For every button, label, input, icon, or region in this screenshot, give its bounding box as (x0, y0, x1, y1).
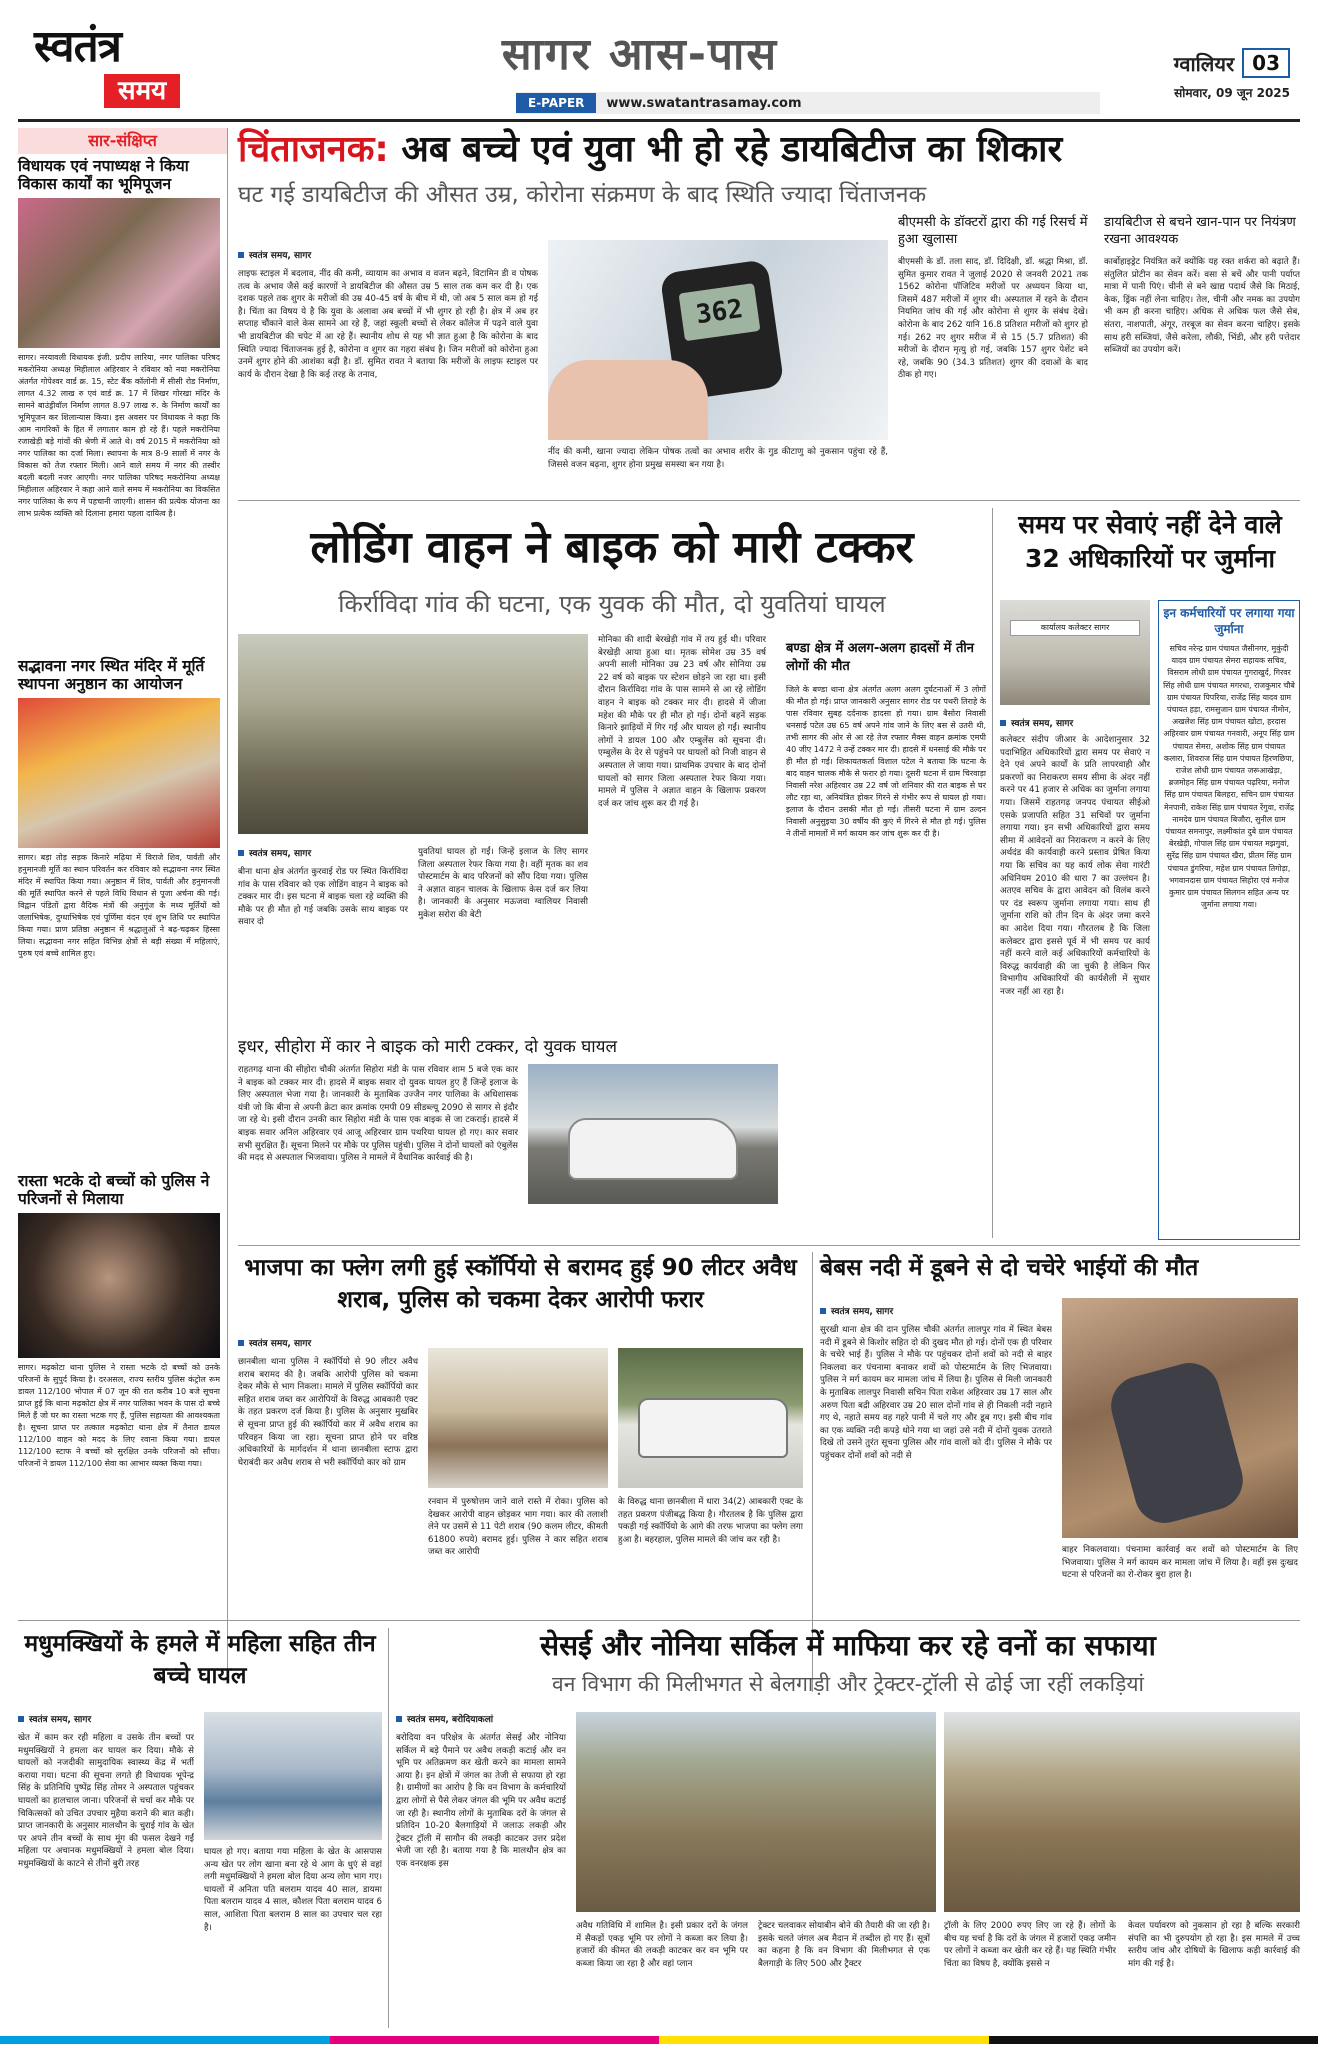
sidebar-body-1: सागर। नरयावली विधायक इंजी. प्रदीप लारिया, नगर पालिका परिषद मकरोनिया अध्यक्ष मिहीलाल अहिरवार ने रविवार को नया मकरोनिया अंतर्गत गोपेश्वर वार्ड क्र. 15, स्टेट बैंक कॉलोनी में सीसी रोड निर्माण, लागत 4.32 लाख रु एवं वार्ड क्र. 17 में शिखर गोरखा मंदिर के सामने बाउंड्रीवॉल निर्माण लागत 8.97 लाख रु. के निर्माण कार्यों का भूमिपूजन कर शिलान्यास किया। इस अवसर पर विधायक ने कहा कि आम नागरिकों के हित में लगातार काम हो रहे हैं। पहले मकरोनिया रजाखेड़ी बड़े गांवों की श्रेणी में आते थे। वर्ष 2015 में मकरोनिया को नगर पालिका का दर्जा मिला। स्थापना के मात्र 8-9 सालों में नगर के विकास को तेज रफ्तार मिली। आने वाले समय में नगर की तस्वीर बदली बदली नजर आएगी। नगर पालिका परिषद मकरोनिया अध्यक्ष मिहीलाल अहिरवार ने कहा आने वाले समय में मकरोनिया का विकसित नगर पालिका के रूप में पहचानी जाएगी। शासन की प्रत्येक योजना का लाभ प्रत्येक व्यक्ति को दिलाना हमारा पहला दायित्व है। (18, 352, 220, 518)
glucometer-screen (679, 283, 761, 341)
hand-shape (548, 360, 708, 440)
officers-body: कलेक्टर संदीप जीआर के आदेशानुसार 32 पदाभिहित अधिकारियों द्वारा समय पर सेवाएं न देने एवं अपने कार्यों के प्रति लापरवाही और प्रकरणों का निराकरण समय सीमा के अंदर नहीं करने पर 41 हजार से अधिक का जुर्माना लगाया गया। जिसमें राहतगढ़ जनपद पंचायत सीईओ एसके प्रजापति सहित 31 सचिवों पर जुर्माना लगाया गया। इन सभी अधिकारियों द्वारा समय सीमा में आवेदनों का निराकरण न करने के लिए अर्थदंड की कार्यवाही करने प्रस्ताव प्रेषित किया गया कि सचिव का यह कार्य लोक सेवा गारंटी अधिनियम 2010 की धारा 7 का उल्लंघन है। अतएव सचिव के द्वारा आवेदन को विलंब करने पर दंड स्वरूप जुर्माना लगाया गया। साथ ही जुर्माना राशि को तीन दिन के अंदर जमा करने का आदेश दिया गया। गौरतलब है कि जिला कलेक्टर द्वारा इससे पूर्व में भी समय पर कार्य नहीं करने वाले कई अधिकारियों कर्मचारियों के विरुद्ध कार्यवाही की जा चुकी है लेकिन फिर विभागीय अधिकारियों की कार्यशैली में सुधार नजर नहीं आ रहा है। (1000, 735, 1150, 997)
sidebar-story-1 (18, 158, 220, 654)
byline-marker-icon (238, 850, 244, 856)
glucometer-reading: 362 (694, 294, 745, 331)
accident-sub2-headline: इधर, सीहोरा में कार ने बाइक को मारी टक्कर, दो युवक घायल (238, 1037, 618, 1057)
officers-byline-text: स्वतंत्र समय, सागर (1011, 719, 1074, 729)
masthead (0, 0, 1318, 120)
drown-body-1: सुरखी थाना क्षेत्र की दान पुलिस चौकी अंतर्गत लालपुर गांव में स्थित बेबस नदी में डूबने से किशोर सहित दो की दुखद मौत हो गई। दोनों एक ही परिवार के चचेरे भाई हैं। पुलिस ने मौके पर पहुंचकर दोनों शवों को नदी से बाहर निकलवा कर पंचनामा बनाकर शवों को पोस्टमार्टम के लिए भिजवाया। पुलिस ने मर्ग कायम कर मामला जांच में लिया है। पुलिस से मिली जानकारी के मुताबिक लालपुर निवासी सचिन पिता राकेश अहिरवार उम्र 17 साल और अरुण पिता बद्री अहिरवार उम्र 20 साल दोनों गांव से ही निकली नदी नहाने गए थे, नहाते समय वह गहरे पानी में चले गए और डूब गए। इसी बीच गांव का एक व्यक्ति नदी कपड़े धोने गया था जहां उसे नदी में दोनों युवक उतराते दिखे तो उसने तुरंत सूचना पुलिस और गांव वालों को दी। पुलिस ने मौके पर पहुंचकर दोनों शवों को नदी से (820, 1325, 1052, 1461)
section-title: सागर आस-पास (501, 29, 779, 80)
accident-body-1: बीना थाना क्षेत्र अंतर्गत कुरवाई रोड पर स्थित किर्राविदा गांव के पास रविवार को एक लोडिंग वाहन ने बाइक को टक्कर मार दी। इस घटना में बाइक चला रहे व्यक्ति की मौके पर ही मौत हो गई जबकि उसके साथ बाइक पर सवार दो (238, 867, 408, 928)
liquor-story (238, 1252, 803, 1692)
page-number: 03 (1242, 48, 1290, 78)
bees-body-1: खेत में काम कर रही महिला व उसके तीन बच्चों पर मधुमक्खियों ने हमला कर घायल कर दिया। मौके से घायलों को नजदीकी सामुदायिक स्वास्थ्य केंद्र में भर्ती कराया गया। घटना की सूचना लगते ही विधायक भूपेन्द्र सिंह के प्रतिनिधि पुष्पेंद्र सिंह तोमर ने अस्पताल पहुंचकर घायलों का हालचाल जाना। परिजनों से चर्चा कर मौके पर चिकित्सकों को उचित उपचार मुहैया कराने की बात कही। प्राप्त जानकारी के अनुसार मालथौन के चुराई गांव के खेत पर अपने तीन बच्चों के साथ मूंग की फसल देखने गईं महिला पर अचानक मधुमक्खियों ने हमला बोल दिया। मधुमक्खियों के काटने से तीनों बुरी तरह (18, 1733, 194, 1869)
sidebar-photo-3 (18, 1213, 220, 1358)
date-line: सोमवार, 09 जून 2025 (1174, 86, 1290, 100)
byline-marker-icon (396, 1716, 402, 1722)
liquor-headline: भाजपा का फ्लेग लगी हुई स्कॉर्पियो से बरामद हुई 90 लीटर अवैध शराब, पुलिस को चकमा देकर आरोपी फरार (244, 1255, 797, 1313)
page-info (1070, 48, 1290, 108)
logo-top: स्वतंत्र (34, 21, 121, 72)
masthead-rule (18, 119, 1300, 122)
bees-byline-text: स्वतंत्र समय, सागर (29, 1715, 92, 1725)
collectorate-photo (1000, 600, 1150, 705)
forest-headline: सेसई और नोनिया सर्किल में माफिया कर रहे वनों का सफाया (540, 1629, 1156, 1662)
officers-byline (1000, 716, 1073, 729)
forest-byline (396, 1712, 493, 1725)
byline-marker-icon (1000, 720, 1006, 726)
forest-byline-text: स्वतंत्र समय, बरोदियाकलां (407, 1715, 494, 1725)
divider-v-1 (992, 508, 993, 1238)
fined-box-body: सचिव नरेन्द्र ग्राम पंचायत जैसीनगर, मुकुंदी यादव ग्राम पंचायत सेमरा सहायक सचिव, विसराम लोधी ग्राम पंचायत गुगराखुर्द, गिरवर सिंह लोधी ग्राम पंचायत मगरधा, राजकुमार चौबे ग्राम पंचायत पिपरिया, राजेंद्र सिंह यादव ग्राम पंचायत हड़ा, रामसुजान ग्राम पंचायत नीमोन, अखलेश सिंह ग्राम पंचायत खोटा, हरदास अहिरवार ग्राम पंचायत गनवारी, अनूप सिंह ग्राम पंचायत सेमरा, अशोक सिंह ग्राम पंचायत कलारा, शिवराज सिंह ग्राम पंचायत हिरणछिपा, राजेश लोधी ग्राम पंचायत जरूआखेड़ा, ब्रजमोहन सिंह ग्राम पंचायत पढ़रिया, मनोज सिंह ग्राम पंचायत बिलहरा, सचिन ग्राम पंचायत मेनपानी, राकेश सिंह ग्राम पंचायत रेंगुवा, राजेंद्र नामदेव ग्राम पंचायत बिजौरा, सुनील ग्राम पंचायत समनापुर, लक्ष्मीकांत दुबे ग्राम पंचायत बेरखेड़ी, गोपाल सिंह ग्राम पंचायत मझगुवां, सुरेंद्र सिंह ग्राम पंचायत खैरा, प्रीतम सिंह ग्राम पंचायत डुंगरिया, महेश ग्राम पंचायत तिगोड़ा, भगवानदास ग्राम पंचायत सिहोरा एवं मनोज कुमार ग्राम पंचायत सिलगन सहित अन्य पर जुर्माना लगाया गया। (1163, 644, 1295, 910)
liquor-byline-text: स्वतंत्र समय, सागर (249, 1339, 312, 1349)
accident-body-2: युवतियां घायल हो गईं। जिन्हें इलाज के लिए सागर जिला अस्पताल रेफर किया गया है। वहीं मृतक का शव पोस्टमार्टम के बाद परिजनों को सौंप दिया गया। पुलिस ने अज्ञात वाहन चालक के खिलाफ केस दर्ज कर लिया है। जानकारी के अनुसार मऊजवा ग्वालियर निवासी मुकेश सरोरा की बेटी (418, 847, 588, 920)
accident-byline-text: स्वतंत्र समय, सागर (249, 849, 312, 859)
drown-byline (820, 1304, 893, 1317)
city-label: ग्वालियर (1173, 51, 1235, 76)
accident-body-3: मोनिका की शादी बेरखेड़ी गांव में तय हुई थी। परिवार बेरखेड़ी आया हुआ था। मृतक सोमेश उम्र 35 वर्ष अपनी साली मोनिका उम्र 23 वर्ष और सोनिया उम्र 22 वर्ष को बाइक पर स्टेशन छोड़ने जा रहा था। इसी दौरान किर्राविदा गांव के पास सामने से आ रहे लोडिंग वाहन ने बाइक को टक्कर मार दी। हादसे में जीजा महेश की मौके पर ही मौत हो गई। दोनों बहनें सड़क किनारे झाड़ियों में गिर गईं और घायल हो गईं। स्थानीय लोगों ने डायल 100 और एम्बुलेंस को सूचना दी। एम्बुलेंस के देर से पहुंचने पर घायलों को निजी वाहन से अस्पताल ले जाया गया। प्राथमिक उपचार के बाद दोनों घायलों को सागर जिला अस्पताल रेफर किया गया। मामले में पुलिस ने अज्ञात वाहन के खिलाफ प्रकरण दर्ज कर जांच शुरू कर दी गई है। (598, 635, 766, 809)
sidebar (18, 128, 228, 1680)
drown-photo (1062, 1298, 1298, 1538)
print-registration-bar (0, 2036, 1318, 2044)
forest-body-2: अवैध गतिविधि में शामिल है। इसी प्रकार दरों के जंगल में सैकड़ों एकड़ भूमि पर लोगों ने कब्जा कर लिया है। हजारों की कीमत की लकड़ी काटकर कर वन भूमि पर कब्जा किया जा रहा है और वहां प्लान (576, 1921, 748, 1969)
accident-photo (238, 634, 588, 834)
seized-liquor-photo (428, 1348, 608, 1488)
accident-sub2-body: राहतगढ़ थाना की सीहोरा चौकी अंतर्गत सिहोरा मंडी के पास रविवार शाम 5 बजे एक कार ने बाइक को टक्कर मार दी। हादसे में बाइक सवार दो युवक घायल हुए हैं जिन्हें इलाज के लिए अस्पताल भेजा गया है। जानकारी के मुताबिक उज्जैन नगर पालिका के अधिशासक यंत्री जो कि बीना से अपनी क्रेटा कार क्रमांक एमपी 09 सीडब्ल्यू 2090 से सागर से इंदौर जा रहे थे। इसी दौरान उनकी कार सिहोरा मंडी के पास एक बाइक से जा टकराई। हादसे में बाइक सवार अनिल अहिरवार एवं आजू अहिरवार ग्राम पथरिया घायल हो गए। कार सवार सभी सुरक्षित हैं। सूचना मिलने पर मौके पर पुलिस पहुंची। पुलिस ने दोनों घायलों को एंबुलेंस की मदद से अस्पताल भिजवाया। पुलिस ने मामले में वैधानिक कार्रवाई की है। (238, 1065, 518, 1164)
body-shape (1104, 1356, 1249, 1529)
sidebar-headline-1: विधायक एवं नपाध्यक्ष ने किया विकास कार्यों का भूमिपूजन (18, 157, 189, 193)
glucometer-photo (548, 240, 888, 440)
officers-story (1000, 508, 1300, 1243)
sidebar-photo-1 (18, 198, 220, 348)
binna-headline: बण्डा क्षेत्र में अलग-अलग हादसों में तीन लोगों की मौत (786, 641, 974, 674)
drown-byline-text: स्वतंत्र समय, सागर (831, 1307, 894, 1317)
logo-bottom: समय (104, 74, 180, 108)
accident-headline: लोडिंग वाहन ने बाइक को मारी टक्कर (310, 522, 914, 573)
bees-byline (18, 1712, 91, 1725)
byline-marker-icon (820, 1308, 826, 1314)
sidebar-body-2: सागर। बड़ा तोड़ सड़क किनारे मढ़िया में विराजे शिव, पार्वती और हनुमानजी मूर्ति का स्थान परिवर्तन कर रविवार को सद्भावना नगर स्थित मंदिर में स्थापित किया गया। अनुष्ठान में शिव, पार्वती और हनुमानजी की मूर्ति स्थापित करने से पहले विधि विधान से पूजा अर्चना की गई। विद्वान पंडितों द्वारा वैदिक मंत्रों की अनुगूंज के मध्य मूर्तियों को जलाभिषेक, दुग्धाभिषेक एवं पूर्णिमा वंदन एवं शुभ तिथि पर स्थापित किया गया। प्राण प्रतिष्ठा अनुष्ठान में श्रद्धालुओं ने बढ़-चढ़कर हिस्सा लिया। सद्भावना नगर सहित विभिन्न क्षेत्रों से बड़ी संख्या में महिलाएं, पुरुष एवं बच्चे शामिल हुए। (18, 852, 220, 958)
liquor-byline (238, 1336, 311, 1349)
sidebar-title: सार-संक्षिप्त (18, 128, 227, 154)
byline-marker-icon (18, 1716, 24, 1722)
car-shape (568, 1118, 738, 1180)
fined-employees-box (1158, 600, 1300, 1240)
sidebar-headline-3: रास्ता भटके दो बच्चों को पुलिस ने परिजनों से मिलाया (18, 1172, 210, 1208)
scorpio-photo (618, 1348, 803, 1488)
forest-photo-1 (576, 1712, 936, 1912)
logo (34, 22, 214, 120)
lead-byline-text: स्वतंत्र समय, सागर (249, 251, 312, 261)
car-crash-photo (528, 1064, 778, 1204)
sidebar-photo-2 (18, 698, 220, 848)
bees-story (18, 1628, 382, 2028)
sidebar-story-3 (18, 1173, 220, 1678)
lead-headline (238, 128, 1300, 172)
sidebar-story-2 (18, 658, 220, 1172)
forest-subheadline: वन विभाग की मिलीभगत से बेलगाड़ी और ट्रेक्टर-ट्रॉली से ढोई जा रहीं लकड़ियां (552, 1672, 1144, 1696)
office-signboard: कार्यालय कलेक्टर सागर (1010, 620, 1140, 636)
site-url[interactable]: www.swatantrasamay.com (606, 95, 802, 111)
divider-v-3 (388, 1628, 389, 2028)
lead-subheadline: घट गई डायबिटीज की औसत उम्र, कोरोना संक्रमण के बाद स्थिति ज्यादा चिंताजनक (238, 182, 927, 208)
lead-photo-caption: नींद की कमी, खाना ज्यादा लेकिन पोषक तत्वों का अभाव शरीर के गुड कीटाणु को नुकसान पहुंचा रहे हैं, जिससे वजन बढ़ना, शुगर होना प्रमुख समस्या बन गया है। (548, 447, 888, 470)
drown-body-2: बाहर निकलवाया। पंचनामा कार्रवाई कर शवों को पोस्टमार्टम के लिए भिजवाया। पुलिस ने मर्ग कायम कर मामला जांच में लिया है। वहीं इस दुःखद घटना से परिजनों का रो-रोकर बुरा हाल है। (1062, 1545, 1298, 1581)
binna-story (786, 640, 986, 1220)
liquor-body-1: छानबीला थाना पुलिस ने स्कॉर्पियो से 90 लीटर अवैध शराब बरामद की है। जबकि आरोपी पुलिस को चकमा देकर मौके से भाग निकला। मामले में पुलिस स्कॉर्पियो कार सहित शराब जब्त कर आरोपियों के विरुद्ध आबकारी एक्ट के तहत प्रकरण दर्ज किया है। पुलिस के अनुसार मुखबिर से सूचना प्राप्त हुई की स्कॉर्पियो कार में अवैध शराब का परिवहन किया जा रहा। सूचना प्राप्त होने पर वरिष्ठ अधिकारियों के मार्गदर्शन में थाना छानबीला स्टाफ द्वारा घेराबंदी कर अवैध शराब से भरी स्कॉर्पियो कार को ग्राम (238, 1357, 418, 1468)
sidebar-headline-2: सद्भावना नगर स्थित मंदिर में मूर्ति स्थापना अनुष्ठान का आयोजन (18, 657, 205, 693)
forest-body-4: ट्रॉली के लिए 2000 रुपए लिए जा रहे हैं। लोगों के बीच यह चर्चा है कि दरों के जंगल में हजारों एकड़ जमीन पर लोगों ने कब्जा कर खेती कर रहे हैं। यह स्थिति गंभीर चिंता का विषय है, क्योंकि इससे न (944, 1921, 1116, 1969)
divider-2 (238, 1245, 1300, 1246)
bees-headline: मधुमक्खियों के हमले में महिला सहित तीन बच्चे घायल (24, 1631, 376, 1689)
lead-body-2: बीएमसी के डॉ. तला साद, डॉ. दिदिक्षी, डॉ. श्रद्धा मिश्रा, डॉ. सुमित कुमार रावत ने जुलाई 2020 से जनवरी 2021 तक 1562 कोरोना पॉजिटिव मरीजों पर अध्ययन किया था, जिसमें 487 मरीजों में शुगर थी। अस्पताल में रहने के दौरान नियमित जांच की गई और कोरोना से शुगर के संबंध देखे। कोरोना के बाद 262 यानि 16.8 प्रतिशत मरीजों को शुगर हो गई। 262 नए शुगर मरीज में से 15 (5.7 प्रतिशत) की मरीजों के दौरान मृत्यु हो गई, जबकि 157 शुगर पेशेंट बने रहे, जबकि 90 (34.3 प्रतिशत) शुगर की दवाओं के बाद ठीक हो गए। (898, 257, 1088, 381)
byline-marker-icon (238, 252, 244, 258)
lead-story (238, 128, 1300, 498)
lead-sub-head-3: डायबिटीज से बचने खान-पान पर नियंत्रण रखना आवश्यक (1104, 215, 1296, 247)
forest-body-3: ट्रेक्टर चलवाकर सोयाबीन बोने की तैयारी की जा रही है। इसके चलते जंगल अब मैदान में तब्दील हो गए हैं। सूत्रों का कहना है कि वन विभाग की मिलीभगत से एक बैलगाड़ी के लिए 500 और ट्रैक्टर (758, 1921, 930, 1969)
binna-body: जिले के बण्डा थाना क्षेत्र अंतर्गत अलग अलग दुर्घटनाओं में 3 लोगों की मौत हो गई। प्राप्त जानकारी अनुसार सागर रोड पर पथरी तिराहे के पास रविवार सुबह दर्दनाक हादसा हो गया। ग्राम बैसोरा निवासी धनसाई पटेल उम्र 65 वर्ष अपने गांव जाने के लिए बस से उतरी थी, तभी सागर की ओर से आ रहे तेज रफ्तार मैक्स वाहन क्रमांक एमपी 40 जीए 1472 ने उन्हें टक्कर मार दी। हादसे में धनसाई की मौके पर ही मौत हो गई। शिकायतकर्ता विशाल पटेल ने बताया कि घटना के बाद वाहन चालक मौके से फरार हो गया। दूसरी घटना में ग्राम चिरवाड़ा निवासी नरेश अहिरवार उम्र 22 वर्ष जो शनिवार की रात बाइक से घर लौट रहा था, अनियंत्रित होकर गिरने से गंभीर रूप से घायल हो गया। इलाज के दौरान उसकी मौत हो गई। तीसरी घटना में ग्राम उल्दन निवासी अनुसुइया 30 वर्षीय की कुएं में गिरने से मौत हो गई। पुलिस ने तीनों मामलों में मर्ग कायम कर जांच शुरू कर दी है। (786, 685, 986, 838)
lead-headline-text: अब बच्चे एवं युवा भी हो रहे डायबिटीज का शिकार (401, 129, 1063, 170)
epaper-label: E-PAPER (516, 93, 596, 113)
epaper-bar (516, 92, 1100, 114)
forest-photo-2 (944, 1712, 1300, 1912)
byline-marker-icon (238, 1340, 244, 1346)
lead-sub-head-2: बीएमसी के डॉक्टरों द्वारा की गई रिसर्च में हुआ खुलासा (898, 215, 1088, 247)
suv-shape (638, 1398, 788, 1458)
divider-v-2 (812, 1252, 813, 1692)
accident-subheadline: किर्राविदा गांव की घटना, एक युवक की मौत, दो युवतियां घायल (338, 590, 886, 618)
sidebar-body-3: सागर। मढ़कोटा थाना पुलिस ने रास्ता भटके दो बच्चों को उनके परिजनों के सुपुर्द किया है। दरअसल, राज्य स्तरीय पुलिस कंट्रोल रूम डायल 112/100 भोपाल में 07 जून की रात करीब 10 बजे सूचना प्राप्त हुई कि थाना मढ़कोटा क्षेत्र में नगर पालिका भवन के पास दो बच्चे मिले हैं जो घर का रास्ता भटक गए हैं, पुलिस सहायता की आवश्यकता है। सूचना प्राप्त पर तत्काल मढ़कोटा थाना क्षेत्र में तैनात डायल 112/100 वाहन को मदद के लिए रवाना किया गया। डायल 112/100 स्टाफ ने बच्चों को सुरक्षित उनके परिजनों को सौंपा। परिजनों ने डायल 112/100 सेवा का आभार व्यक्त किया गया। (18, 1362, 220, 1468)
hospital-photo (204, 1712, 382, 1840)
lead-byline (238, 248, 311, 261)
forest-body-1: बरोदिया वन परिक्षेत्र के अंतर्गत सेसई और नोनिया सर्किल में बड़े पैमाने पर अवैध लकड़ी कटाई और वन भूमि पर अतिक्रमण कर खेती करने का मामला सामने आया है। इन क्षेत्रों में जंगल का तेजी से सफाया हो रहा है। ग्रामीणों का आरोप है कि वन विभाग के कर्मचारियों द्वारा लोगों से पैसे लेकर जंगल की भूमि पर अवैध कटाई जा रही है। स्थानीय लोगों के मुताबिक दरों के जंगल से प्रतिदिन 10-20 बैलगाड़ियों में जलाऊ लकड़ी और ट्रेक्टर ट्रॉली में सागौन की लकड़ी काटकर उत्तर प्रदेश भेजी जा रही है। बताया गया है कि मालथौन क्षेत्र का एक वनरक्षक इस (396, 1733, 566, 1869)
fined-box-title: इन कर्मचारियों पर लगाया गया जुर्माना (1163, 606, 1295, 636)
liquor-body-3: के विरुद्ध थाना छानबीला में धारा 34(2) आबकारी एक्ट के तहत प्रकरण पंजीबद्ध किया है। गौरतलब है कि पुलिस द्वारा पकड़ी गई स्कॉर्पियो के आगे की तरफ भाजपा का फ्लेग लगा हुआ है। बहरहाल, पुलिस मामले की जांच कर रही है। (618, 1497, 803, 1545)
liquor-body-2: रनवान में पुरुषोत्तम जाने वाले रास्ते में रोका। पुलिस को देखकर आरोपी वाहन छोड़कर भाग गया। कार की तलाशी लेने पर उसमें से 11 पेटी शराब (90 कलम लीटर, कीमती 61800 रुपये) बरामद हुई। पुलिस ने कार सहित शराब जब्त कर आरोपी (428, 1497, 608, 1558)
lead-body-3: कार्बोहाइड्रेट नियंत्रित करें क्योंकि यह रक्त शर्करा को बढ़ाते हैं। संतुलित प्रोटीन का सेवन करें। वसा से बचें और पानी पर्याप्त मात्रा में पानी पिएं। चीनी से बने खाद्य पदार्थ जैसे कि मिठाई, केक, ड्रिंक नहीं लेना चाहिए। तेल, चीनी और नमक का उपयोग भी कम ही करना चाहिए। अधिक से अधिक फल जैसे सेब, संतरा, नाशपाती, अंगूर, तरबूज का सेवन करना चाहिए। इसके साथ हरी सब्जियां, जैसे करेला, लौकी, भिंडी, और हरी पत्तेदार सब्जियों का उपयोग करें। (1104, 257, 1300, 356)
forest-body-5: केवल पर्यावरण को नुकसान हो रहा है बल्कि सरकारी संपत्ति का भी दुरुपयोग हो रहा है। इस मामले में उच्च स्तरीय जांच और दोषियों के खिलाफ कड़ी कार्रवाई की मांग की गई है। (1128, 1921, 1300, 1969)
bees-body-2: घायल हो गए। बताया गया महिला के खेत के आसपास अन्य खेत पर लोग खाना बना रहे थे आग के धुएं से वहां लगी मधुमक्खियों ने हमला बोल दिया अन्य लोग भाग गए। घायलों में अनिता पति बलराम यादव 40 साल, डायमा पिता बलराम यादव 4 साल, कौशल पिता बलराम यादव 6 साल, आशिता पिता बलराम 8 साल का उपचार चल रहा है। (204, 1847, 382, 1933)
forest-story (396, 1628, 1300, 2028)
divider-3 (18, 1620, 1300, 1621)
lead-kicker: चिंताजनक: (238, 129, 389, 170)
drown-headline: बेबस नदी में डूबने से दो चचेरे भाईयों की मौत (820, 1255, 1199, 1281)
accident-sub2-tail (238, 1216, 778, 1242)
drown-story (820, 1252, 1300, 1692)
officers-headline: समय पर सेवाएं नहीं देने वाले 32 अधिकारियों पर जुर्माना (1018, 510, 1282, 573)
lead-body-1: लाइफ स्टाइल में बदलाव, नींद की कमी, व्यायाम का अभाव व वजन बढ़ने, विटामिन डी व पोषक तत्व के अभाव जैसे कई कारणों ने डायबिटीज की औसत उम्र 5 साल तक कम कर दी है। एक दशक पहले तक शुगर के मरीजों की उम्र 40-45 वर्ष के बीच में थी, जो अब 5 साल कम हो गई है। चिंता का विषय ये है कि युवा के अलावा अब बच्चों में भी शुगर हो रही है। क्षेत्र में अब हर सप्ताह चौंकाने वाले केस सामने आ रहे हैं, जहां स्कूली बच्चों से लेकर कॉलेज में पढ़ने वाले युवा भी डायबिटीज की चपेट में आ रहे हैं। स्थानीय शोध से यह भी ज्ञात हुआ है कि कोरोना के बाद स्थिति ज्यादा चिंताजनक हुई है, कोरोना व शुगर का गहरा संबंध है। जिन मरीजों को कोरोना हुआ उनमें शुगर होने की आशंका बढ़ी है। डॉ. सुमित रावत ने बताया कि मरीजों के लाइफ स्टाइल पर कार्य के दौरान देखा है कि कई तरह के तनाव, (238, 269, 538, 380)
divider-1 (238, 500, 1300, 501)
accident-byline (238, 846, 311, 859)
